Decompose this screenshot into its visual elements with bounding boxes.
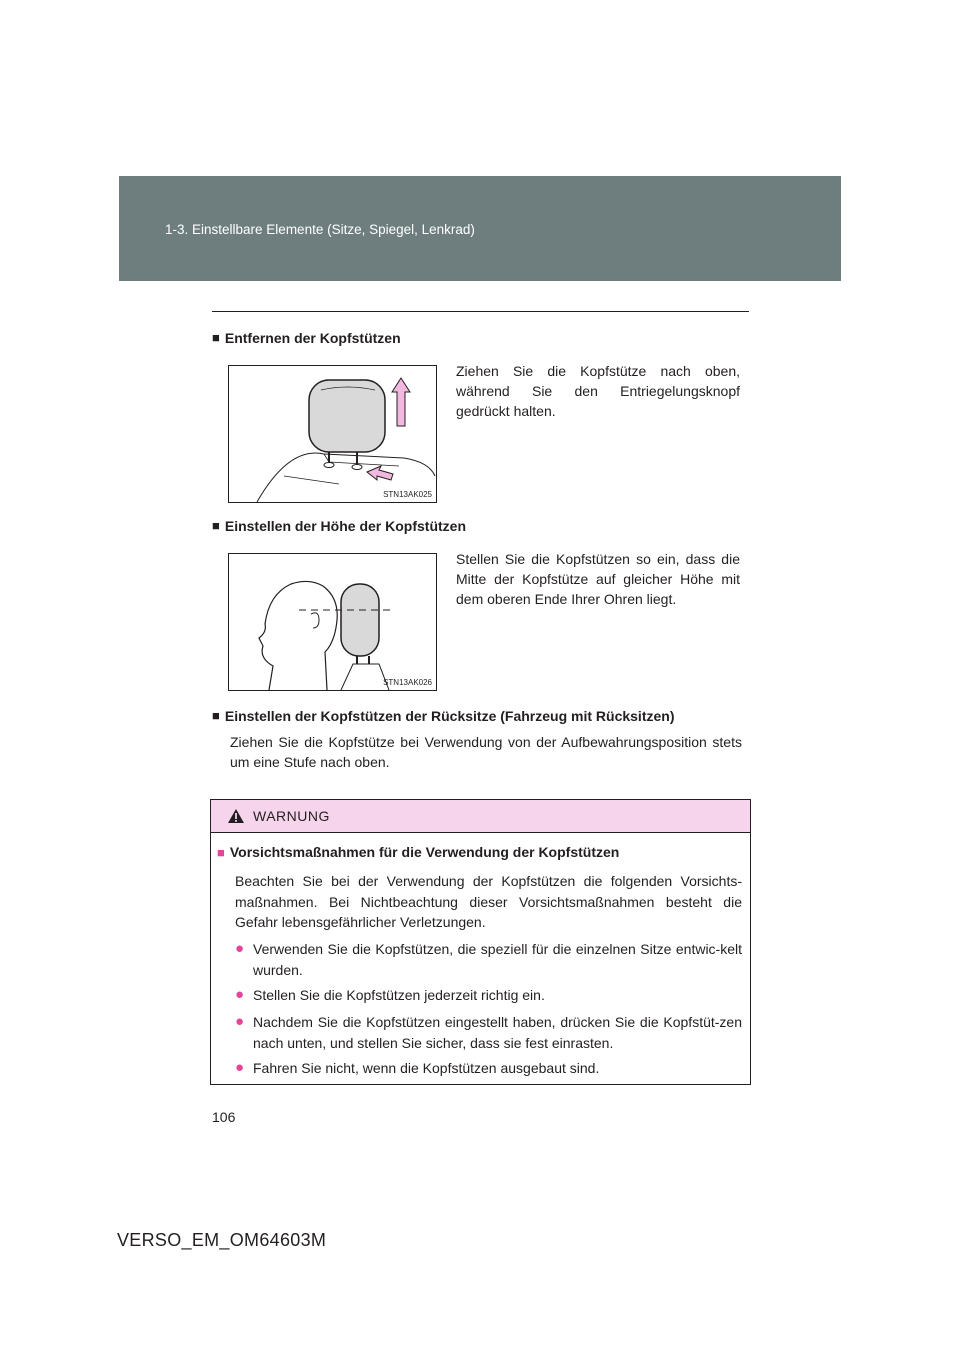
warning-box	[210, 799, 751, 1085]
warning-intro: Beachten Sie bei der Verwendung der Kopfstützen die folgenden Vorsichts-maßnahmen. Bei Nichtbeachtung dieser Vorsichtsmaßnahmen besteht die Gefahr lebensgefährlicher Verletzungen.	[235, 873, 742, 930]
section-title: 1-3. Einstellbare Elemente (Sitze, Spiegel, Lenkrad)	[165, 222, 475, 237]
warning-bullet: ● Fahren Sie nicht, wenn die Kopfstützen ausgebaut sind.	[235, 1058, 742, 1079]
figure-code: STN13AK026	[383, 678, 432, 687]
document-code: VERSO_EM_OM64603M	[117, 1230, 327, 1250]
header-band	[119, 176, 841, 281]
figure-adjust-height	[228, 553, 437, 691]
square-bullet-icon: ■	[212, 708, 220, 723]
section-divider	[212, 311, 749, 312]
heading-rear-headrests: ■ Einstellen der Kopfstützen der Rücksitze (Fahrzeug mit Rücksitzen)	[212, 708, 675, 724]
pink-dot-icon: ●	[235, 986, 245, 1003]
square-bullet-icon: ■	[212, 518, 220, 533]
warning-title: WARNUNG	[253, 808, 330, 824]
pink-dot-icon: ●	[235, 940, 245, 957]
warning-triangle-icon	[227, 808, 245, 824]
headrest-removal-illustration	[229, 366, 436, 502]
warning-heading: ■ Vorsichtsmaßnahmen für die Verwendung der Kopfstützen	[217, 844, 620, 860]
warning-bullet: ● Nachdem Sie die Kopfstützen eingestellt haben, drücken Sie die Kopfstüt-zen nach unten, und stellen Sie sicher, dass sie fest einrasten.	[235, 1013, 742, 1051]
figure-remove-headrest	[228, 365, 437, 503]
text-adjust-height: Stellen Sie die Kopfstützen so ein, dass die Mitte der Kopfstütze auf gleicher Höhe mit dem oberen Ende Ihrer Ohren liegt.	[456, 551, 740, 607]
headrest-height-illustration	[229, 554, 436, 690]
page-number: 106	[212, 1109, 236, 1125]
heading-adjust-height: ■ Einstellen der Höhe der Kopfstützen	[212, 518, 466, 534]
text-remove-headrest: Ziehen Sie die Kopfstütze nach oben, während Sie den Entriegelungsknopf gedrückt halten.	[456, 363, 740, 419]
figure-code: STN13AK025	[383, 490, 432, 499]
heading-remove-headrest: ■ Entfernen der Kopfstützen	[212, 330, 401, 346]
pink-dot-icon: ●	[235, 1059, 245, 1076]
pink-square-bullet-icon: ■	[217, 845, 225, 860]
pink-dot-icon: ●	[235, 1013, 245, 1030]
warning-bullet: ● Stellen Sie die Kopfstützen jederzeit richtig ein.	[235, 985, 742, 1006]
text-rear-headrests: Ziehen Sie die Kopfstütze bei Verwendung von der Aufbewahrungsposition stets um eine Stufe nach oben.	[230, 734, 742, 770]
square-bullet-icon: ■	[212, 330, 220, 345]
warning-header	[211, 800, 750, 833]
warning-bullet: ● Verwenden Sie die Kopfstützen, die speziell für die einzelnen Sitze entwic-kelt wurden.	[235, 940, 742, 978]
